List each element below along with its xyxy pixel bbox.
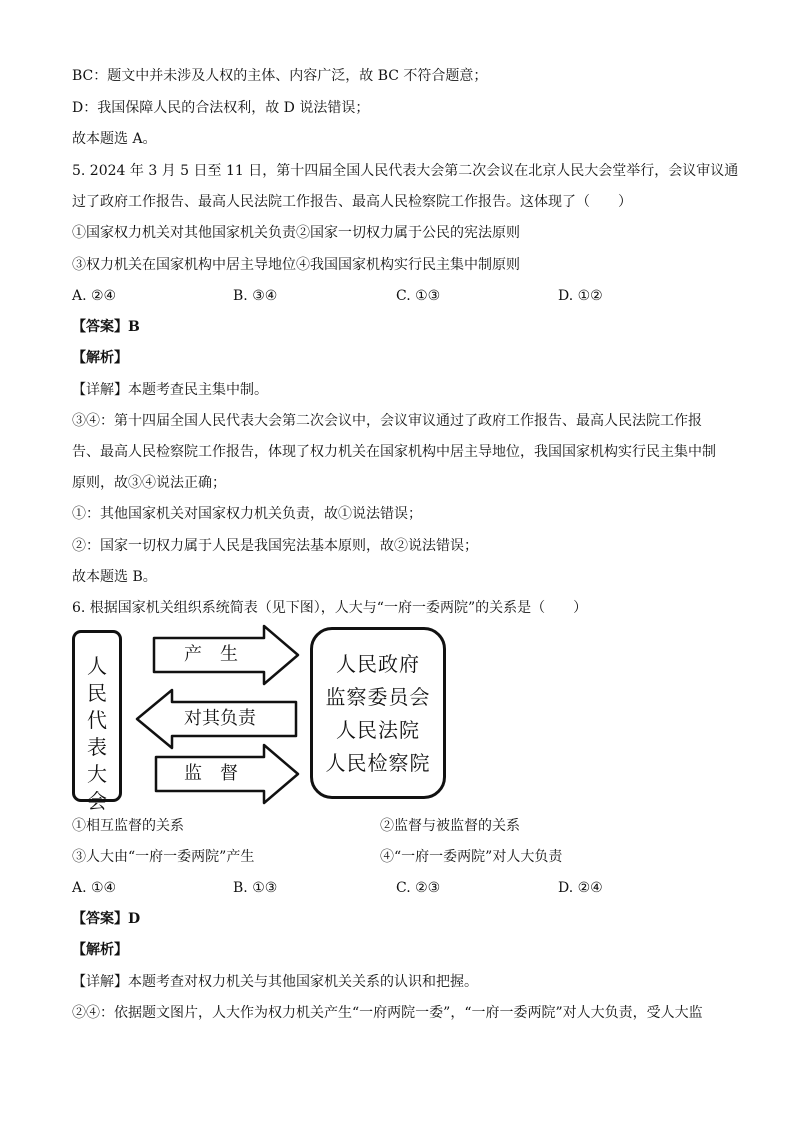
q5-explanation-line4: ①：其他国家机关对国家权力机关负责，故①说法错误；	[72, 506, 422, 522]
arrow-supervise-label: 监 督	[184, 763, 238, 784]
npc-char: 会	[87, 789, 107, 813]
q5-explanation-line2: 告、最高人民检察院工作报告，体现了权力机关在国家机构中居主导地位，我国国家机构实行民主集中制	[72, 444, 716, 460]
q6-stem: 6. 根据国家机关组织系统简表（见下图），人大与“一府一委两院”的关系是（ ）	[72, 600, 588, 616]
organ-government: 人民政府	[336, 652, 420, 676]
q6-option-c: C. ②③	[396, 880, 441, 896]
npc-char: 人	[87, 654, 107, 678]
q5-items-line1: ①国家权力机关对其他国家机关负责②国家一切权力属于公民的宪法原则	[72, 225, 520, 241]
q5-explanation-line1: ③④：第十四届全国人民代表大会第二次会议中，会议审议通过了政府工作报告、最高人民法院工作报	[72, 413, 702, 429]
q5-option-b: B. ③④	[233, 288, 278, 304]
q5-detail: 【详解】本题考查民主集中制。	[72, 382, 268, 398]
q6-option-d: D. ②④	[558, 880, 603, 896]
prev-answer-d: D：我国保障人民的合法权利，故 D 说法错误；	[72, 100, 370, 116]
q6-option-b: B. ①③	[233, 880, 278, 896]
npc-char: 表	[87, 735, 107, 759]
q6-item-4: ④“一府一委两院”对人大负责	[380, 849, 563, 865]
prev-answer-bc: BC：题文中并未涉及人权的主体、内容广泛，故 BC 不符合题意；	[72, 68, 488, 84]
q5-stem-line1: 5. 2024 年 3 月 5 日至 11 日，第十四届全国人民代表大会第二次会议在北京人民大会堂举行，会议审议通	[72, 163, 739, 179]
q6-detail: 【详解】本题考查对权力机关与其他国家机关关系的认识和把握。	[72, 974, 478, 990]
organ-supervisory-commission: 监察委员会	[325, 685, 431, 709]
q5-explanation-line3: 原则，故③④说法正确；	[72, 475, 226, 491]
npc-char: 大	[87, 762, 107, 786]
q5-items-line2: ③权力机关在国家机构中居主导地位④我国国家机构实行民主集中制原则	[72, 257, 520, 273]
npc-box	[72, 630, 122, 813]
q6-item-1: ①相互监督的关系	[72, 818, 184, 834]
q5-conclusion: 故本题选 B。	[72, 569, 157, 585]
q5-option-c: C. ①③	[396, 288, 441, 304]
arrow-responsible-label: 对其负责	[184, 708, 256, 729]
q5-analysis-heading: 【解析】	[72, 350, 128, 366]
npc-char: 代	[87, 708, 107, 732]
q5-explanation-line5: ②：国家一切权力属于人民是我国宪法基本原则，故②说法错误；	[72, 538, 478, 554]
organ-court: 人民法院	[336, 718, 420, 742]
q6-item-3: ③人大由“一府一委两院”产生	[72, 849, 255, 865]
q5-option-d: D. ①②	[558, 288, 603, 304]
q5-stem-line2: 过了政府工作报告、最高人民法院工作报告、最高人民检察院工作报告。这体现了（ ）	[72, 194, 632, 210]
state-organs-box	[310, 627, 446, 799]
arrow-produce-label: 产 生	[184, 644, 238, 665]
npc-char: 民	[87, 681, 107, 705]
q6-analysis-heading: 【解析】	[72, 942, 128, 958]
q5-answer: 【答案】B	[72, 319, 140, 335]
q6-item-2: ②监督与被监督的关系	[380, 818, 520, 834]
q6-option-a: A. ①④	[72, 880, 117, 896]
prev-conclusion: 故本题选 A。	[72, 131, 157, 147]
q6-answer: 【答案】D	[72, 911, 141, 927]
state-organs-diagram	[72, 624, 452, 813]
q5-option-a: A. ②④	[72, 288, 117, 304]
q6-explanation-line1: ②④：依据题文图片，人大作为权力机关产生“一府两院一委”，“一府一委两院”对人大负责，受人大监	[72, 1005, 703, 1021]
organ-procuratorate: 人民检察院	[325, 751, 431, 775]
